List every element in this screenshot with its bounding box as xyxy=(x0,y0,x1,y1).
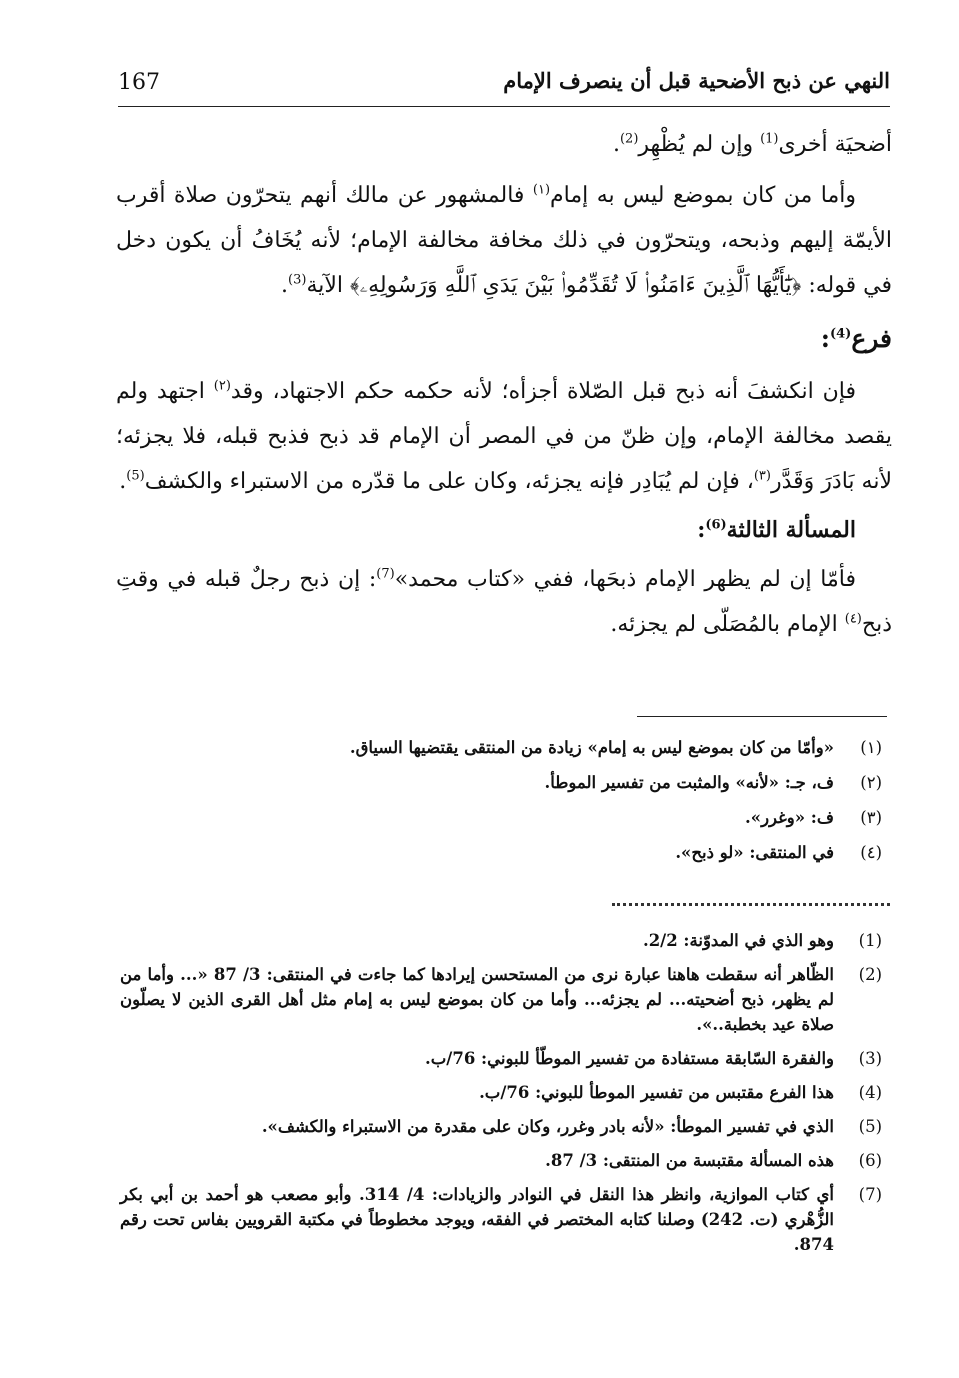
footnote-text: هذا الفرع مقتبس من تفسير الموطأ للبوني: 76/ب. xyxy=(479,1083,834,1102)
running-title: النهي عن ذبح الأضحية قبل أن ينصرف الإمام xyxy=(503,68,890,93)
footnote-number: (7) xyxy=(858,1185,882,1204)
footnote-item xyxy=(120,962,888,1037)
footnote-item xyxy=(120,840,888,865)
footnote-text: الذي في تفسير الموطأ: «لأنه بادر وغرر، وكان على مقدرة من الاستبراء والكشف». xyxy=(261,1117,834,1136)
main-text xyxy=(116,122,892,647)
page-header xyxy=(118,68,890,104)
footnote-ref: (5) xyxy=(126,468,145,484)
footnotes-source xyxy=(120,928,888,1266)
text-run: اجتهد ولم يقصد مخالفة الإمام، وإن ظنّ من في المصر أن الإمام قد ذبح فذبح قبله، فلا يجزئه؛ لأنه بَادَرَ وَقَدَّر xyxy=(116,379,892,494)
heading-colon: : xyxy=(820,324,830,353)
footnote-ref: (7) xyxy=(376,566,395,582)
footnote-item xyxy=(120,770,888,795)
footnote-text: «وأمّا من كان بموضع ليس به إمام» زيادة من المنتقى يقتضيها السياق. xyxy=(349,738,834,757)
text-run: فإن انكشفَ أنه ذبح قبل الصّلاة أجزأه؛ لأنه حكمه حكم الاجتهاد، وقد xyxy=(230,379,857,404)
footnote-text: الظّاهر أنه سقطت هاهنا عبارة نرى من المستحسن إيرادها كما جاءت في المنتقى: 3/ 87 «... وأما من لم يظهر، ذبح أضحيته... لم يجزئه... وأما من كان بموضع ليس به إمام مثل أهل القرى الذين لا يصلّون صلاة عيد بخطبة..». xyxy=(120,965,834,1034)
text-run: فالمشهور عن مالك أنهم يتحرّون صلاة أقرب الأيمّة إليهم وذبحه، ويتحرّون في ذلك مخافة مخالفة الإمام؛ لأنه يُخَافُ أن يكون دخل في قوله: ﴿يَٰٓأَيُّهَا ٱلَّذِينَ ءَامَنُوا۟ لَا تُقَدِّمُوا۟ بَيْنَ يَدَىِ ٱللَّهِ وَرَسُولِهِۦ﴾ الآية xyxy=(116,183,892,298)
footnote-text: والفقرة السّابقة مستفادة من تفسير الموطّأ للبوني: 76/ب. xyxy=(425,1049,834,1068)
paragraph-3 xyxy=(116,369,892,504)
text-run: وإن لم يُظْهِر xyxy=(638,132,761,157)
footnote-text: هذه المسألة مقتبسة من المنتقى: 3/ 87. xyxy=(545,1151,834,1170)
footnote-ref: (2) xyxy=(619,131,639,147)
footnote-ref: (6) xyxy=(705,517,727,533)
text-run: وأما من كان بموضع ليس به إمام xyxy=(550,183,856,208)
footnote-ref: (٣) xyxy=(753,468,771,484)
footnote-number: (٣) xyxy=(860,808,882,827)
footnote-ref: (4) xyxy=(829,326,852,342)
text-run: الإمام بالمُصَلّى لم يجزئه. xyxy=(610,612,845,637)
paragraph-2 xyxy=(116,173,892,308)
footnote-text: وهو الذي في المدوّنة: 2/2. xyxy=(642,931,834,950)
footnote-number: (٤) xyxy=(860,843,882,862)
footnote-number: (6) xyxy=(858,1151,882,1170)
header-rule xyxy=(118,106,890,107)
footnote-text: في المنتقى: «لو ذبح». xyxy=(675,843,834,862)
footnote-ref: (١) xyxy=(532,182,551,198)
footnote-ref: (1) xyxy=(760,131,779,147)
text-run: أضحيَة أخرى xyxy=(778,132,892,157)
text-run: : إن ذبح رجلٌ قبله في وقتِ ذبح xyxy=(116,567,892,637)
footnote-item xyxy=(120,805,888,830)
text-run: ، فإن لم يُبَادِر فإنه يجزئه، وكان على ما قدّره من الاستبراء والكشف xyxy=(144,469,754,494)
footnote-ref: (٢) xyxy=(213,378,231,394)
heading-colon: : xyxy=(697,517,706,543)
page-number: 167 xyxy=(118,70,160,95)
paragraph-4 xyxy=(116,557,892,647)
dotted-separator xyxy=(612,903,890,906)
text-run: . xyxy=(281,273,289,298)
footnote-item xyxy=(120,1080,888,1105)
text-run: . xyxy=(119,469,127,494)
footnote-text: ف، جـ: «لأنه» والمثبت من تفسير الموطأ. xyxy=(544,773,834,792)
paragraph-1 xyxy=(116,122,892,167)
footnote-item xyxy=(120,735,888,760)
footnote-number: (1) xyxy=(858,931,882,950)
footnote-ref: (٤) xyxy=(844,611,862,627)
footnote-item xyxy=(120,928,888,953)
text-run: . xyxy=(612,132,620,157)
section-heading-branch xyxy=(116,316,892,361)
footnote-number: (3) xyxy=(858,1049,882,1068)
footnote-item xyxy=(120,1114,888,1139)
footnote-number: (١) xyxy=(860,738,882,757)
heading-text: فرع xyxy=(851,324,892,353)
footnote-ref: (3) xyxy=(288,272,307,288)
footnote-text: أي كتاب الموازية، وانظر هذا النقل في النوادر والزيادات: 4/ 314. وأبو مصعب هو أحمد بن أبي بكر الزُّهْري (ت. 242) وصلنا كتابه المختصر في الفقه، ويوجد مخطوطاً في مكتبة القرويين بفاس تحت رقم 874. xyxy=(120,1185,835,1254)
footnotes-editor xyxy=(120,735,888,875)
footnote-item xyxy=(120,1148,888,1173)
footnote-text: ف: «وغرر». xyxy=(745,808,834,827)
footnote-item xyxy=(120,1182,888,1257)
heading-text: المسألة الثالثة xyxy=(726,517,856,543)
section-heading-third-issue xyxy=(116,508,892,553)
text-run: فأمّا إن لم يظهر الإمام ذبحَها، ففي «كتاب محمد» xyxy=(394,567,857,592)
footnote-number: (٢) xyxy=(860,773,882,792)
footnote-number: (2) xyxy=(858,965,882,984)
footnote-number: (5) xyxy=(858,1117,882,1136)
footnote-item xyxy=(120,1046,888,1071)
footnote-separator-rule xyxy=(637,716,887,717)
footnote-number: (4) xyxy=(858,1083,882,1102)
